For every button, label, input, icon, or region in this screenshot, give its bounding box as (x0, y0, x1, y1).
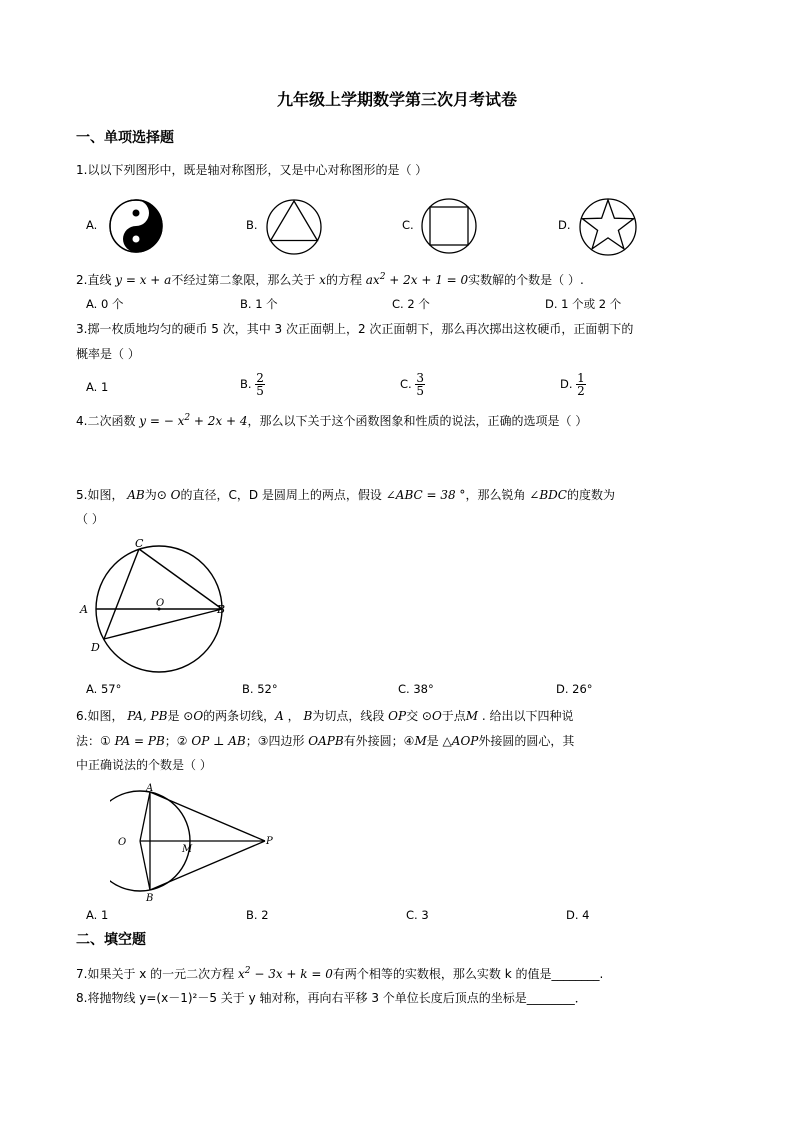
q2-text-d: 实数解的个数是（ ）. (468, 273, 584, 287)
q6-text-d: ， (283, 709, 304, 723)
question-3-stem-line-2: 概率是（ ） (76, 347, 140, 361)
q6-text-l2a: 法：① (76, 734, 115, 748)
q2-text-b: 不经过第二象限，那么关于 (171, 273, 320, 287)
q5-text-e: 的度数为 (566, 488, 615, 502)
q6-text-f: 交 ⊙ (406, 709, 432, 723)
point-label-p: P (266, 836, 273, 847)
q6-text-a: 6.如图， (76, 709, 128, 723)
q7-eq-part-2: − 3x + k = 0 (250, 967, 333, 981)
fraction-denominator: 5 (416, 384, 424, 398)
q6-option-d: D. 4 (566, 908, 590, 922)
q6-option-a: A. 1 (86, 908, 109, 922)
q3-option-c-fraction (415, 372, 425, 397)
circle-square-icon (420, 197, 478, 255)
fraction-numerator: 1 (577, 371, 585, 385)
q5-text-b: 为⊙ (144, 488, 171, 502)
q5-angle-bdc: ∠BDC (529, 488, 567, 502)
section-heading-single-choice: 一、单项选择题 (76, 130, 174, 146)
q5-text-c: 的直径，C，D 是圆周上的两点，假设 (180, 488, 386, 502)
q2-option-d: D. 1 个或 2 个 (545, 297, 622, 311)
point-label-d: D (91, 641, 100, 654)
q6-text-h: . 给出以下四种说 (478, 709, 574, 723)
q3-option-d-label: D. (560, 377, 573, 391)
q6-quad-oapb: OAPB (308, 734, 344, 748)
chord-cb (139, 549, 222, 609)
q2-option-c: C. 2 个 (392, 297, 430, 311)
chord-cd (104, 549, 139, 639)
q6-text-b: 是 ⊙ (167, 709, 194, 723)
q6-text-c: 的两条切线， (203, 709, 276, 723)
question-5-stem-line-1 (76, 488, 615, 502)
q4-eq-part-1: y = − x (139, 414, 185, 428)
q5-text-d: ，那么锐角 (465, 488, 530, 502)
radius-oa (140, 792, 150, 841)
point-label-m: M (182, 844, 193, 855)
circle-star-icon (578, 197, 638, 257)
q2-text-a: 2.直线 (76, 273, 116, 287)
q5-option-d: D. 26° (556, 682, 593, 696)
q3-option-c-label: C. (400, 377, 412, 391)
fraction-numerator: 2 (256, 371, 264, 385)
q1-option-d-label: D. (558, 218, 571, 232)
q1-option-c-label: C. (402, 218, 414, 232)
q2-variable: x (319, 273, 326, 287)
q5-circle-diagram (76, 532, 226, 674)
point-label-o: O (118, 837, 127, 848)
fraction-denominator: 5 (256, 384, 264, 398)
question-2-stem (76, 272, 584, 287)
q3-option-d (560, 372, 586, 397)
point-label-a: A (80, 603, 88, 616)
q4-eq-part-2: + 2x + 4 (190, 414, 248, 428)
q5-option-a: A. 57° (86, 682, 122, 696)
point-label-o: O (156, 598, 165, 609)
question-6-stem-line-1 (76, 709, 574, 723)
fraction-numerator: 3 (416, 371, 424, 385)
q6-point-m-2: M (414, 734, 427, 748)
q6-point-b: B (303, 709, 313, 723)
q2-eq-exponent: 2 (379, 272, 386, 282)
yin-yang-icon (108, 198, 164, 254)
q7-eq-part-1: x (238, 967, 245, 981)
q6-point-a: A (275, 709, 284, 723)
q5-option-b: B. 52° (242, 682, 278, 696)
point-label-c: C (135, 537, 144, 550)
q6-option-c: C. 3 (406, 908, 429, 922)
q2-eq-part-1: ax (365, 273, 380, 287)
q6-option-b: B. 2 (246, 908, 269, 922)
q3-option-d-fraction (576, 372, 586, 397)
q1-option-b-label: B. (246, 218, 258, 232)
q6-claim-2: OP ⊥ AB (191, 734, 246, 748)
question-3-stem-line-1: 3.掷一枚质地均匀的硬币 5 次，其中 3 次正面朝上，2 次正面朝下，那么再次掷出这枚硬币，正面朝下的 (76, 322, 634, 336)
q4-eq-exponent: 2 (184, 413, 191, 423)
q3-option-a: A. 1 (86, 380, 109, 394)
q2-text-c: 的方程 (325, 273, 366, 287)
q5-text-a: 5.如图， (76, 488, 128, 502)
q6-triangle-aop: AOP (451, 734, 479, 748)
q2-option-a: A. 0 个 (86, 297, 124, 311)
q6-o-2: O (431, 709, 442, 723)
q6-text-l2c: ；③四边形 (245, 734, 309, 748)
q5-center-o: O (170, 488, 181, 502)
section-heading-fill-in: 二、填空题 (76, 932, 146, 948)
fraction-denominator: 2 (577, 384, 585, 398)
q1-option-a-label: A. (86, 218, 98, 232)
q6-o: O (193, 709, 204, 723)
q2-option-b: B. 1 个 (240, 297, 278, 311)
q4-text-a: 4.二次函数 (76, 414, 140, 428)
q3-option-b-label: B. (240, 377, 252, 391)
question-5-stem-line-2: （ ） (76, 512, 104, 526)
q4-text-b: ，那么以下关于这个函数图象和性质的说法，正确的选项是（ ） (247, 414, 588, 428)
q7-text-a: 7.如果关于 x 的一元二次方程 (76, 967, 238, 981)
point-label-b: B (146, 893, 154, 902)
circle-triangle-icon (265, 198, 323, 256)
q6-text-g: 于点 (441, 709, 466, 723)
chord-db (104, 609, 222, 639)
point-label-b: B (217, 603, 226, 616)
q5-angle-abc: ∠ABC = 38 ° (385, 488, 466, 502)
question-7-stem (76, 966, 603, 981)
q6-text-e: 为切点，线段 (312, 709, 389, 723)
tangent-pb (150, 841, 265, 890)
q6-pa-pb: PA, PB (127, 709, 168, 723)
q6-point-m: M (465, 709, 479, 723)
question-6-stem-line-2 (76, 734, 574, 748)
q6-op: OP (388, 709, 407, 723)
q6-claim-1: PA = PB (114, 734, 165, 748)
q6-tangent-diagram (110, 780, 280, 902)
radius-ob (140, 841, 150, 890)
q2-eq-part-2: + 2x + 1 = 0 (385, 273, 469, 287)
question-6-stem-line-3: 中正确说法的个数是（ ） (76, 758, 212, 772)
q6-text-l2d: 有外接圆；④ (343, 734, 415, 748)
q5-option-c: C. 38° (398, 682, 434, 696)
q3-option-b-fraction (255, 372, 265, 397)
point-label-a: A (146, 783, 154, 794)
q5-segment-ab: AB (127, 488, 145, 502)
question-4-stem (76, 413, 587, 428)
q7-eq-exponent: 2 (244, 966, 251, 976)
q6-text-l2f: 外接圆的圆心，其 (478, 734, 575, 748)
question-1-stem: 1.以以下列图形中，既是轴对称图形，又是中心对称图形的是（ ） (76, 163, 428, 177)
page-title: 九年级上学期数学第三次月考试卷 (276, 90, 517, 109)
q3-option-b (240, 372, 265, 397)
q2-line-equation: y = x + a (115, 273, 172, 287)
q6-text-l2b: ；② (164, 734, 192, 748)
q3-option-c (400, 372, 425, 397)
tangent-pa (150, 792, 265, 841)
q7-text-b: 有两个相等的实数根，那么实数 k 的值是________. (332, 967, 604, 981)
q6-text-l2e: 是 △ (426, 734, 452, 748)
question-8-stem: 8.将抛物线 y=(x－1)²－5 关于 y 轴对称，再向右平移 3 个单位长度后顶点的坐标是________． (76, 991, 587, 1005)
